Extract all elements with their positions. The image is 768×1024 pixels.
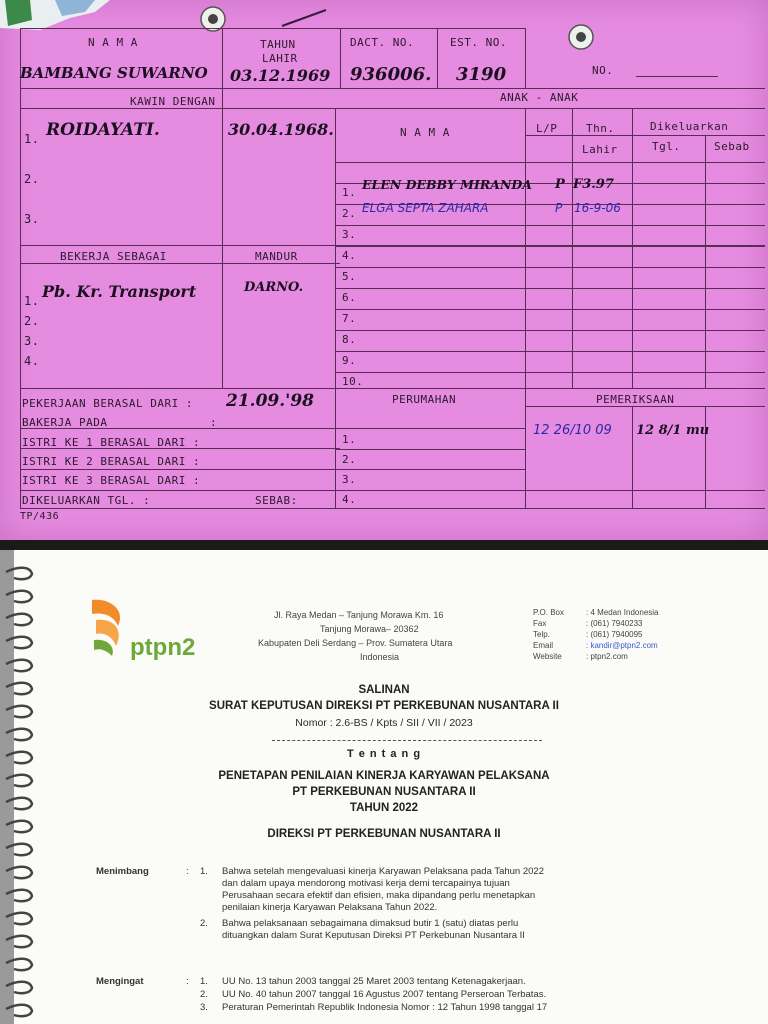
label-thn: Thn.: [586, 122, 615, 135]
contact-label: Fax: [533, 619, 547, 628]
wife-row-number: 2.: [24, 172, 40, 186]
menimbang-label: Menimbang: [96, 866, 149, 877]
child-row-number: 4.: [342, 249, 357, 262]
perumahan-note: 12 26/10 09: [533, 423, 612, 438]
mengingat-label: Mengingat: [96, 976, 144, 987]
grid-line: [222, 245, 223, 388]
child-row-number: 1.: [342, 186, 357, 199]
grid-line: [20, 88, 765, 89]
address-line-4: Indonesia: [360, 652, 400, 662]
grid-line: [525, 135, 765, 136]
grid-line: [632, 108, 633, 388]
label-lahir-child: Lahir: [582, 143, 618, 156]
title-divider: [272, 740, 542, 741]
label-sebab: Sebab: [714, 140, 750, 153]
grid-line: [335, 330, 765, 331]
child-2-sex: P: [555, 201, 563, 215]
tentang-heading: T e n t a n g: [346, 748, 422, 760]
grid-line: [335, 246, 765, 247]
pen-stroke-mark: [280, 6, 330, 30]
child-row-number: 3.: [342, 228, 357, 241]
grid-line: [335, 108, 336, 508]
mengingat-item-text: UU No. 13 tahun 2003 tanggal 25 Maret 2003 tentang Ketenagakerjaan.: [222, 976, 526, 987]
contact-label: P.O. Box: [533, 608, 564, 617]
grid-line: [20, 490, 765, 491]
perumahan-row-number: 1.: [342, 433, 357, 446]
mengingat-item-text: Peraturan Pemerintah Republik Indonesia Nomor : 12 Tahun 1998 tanggal 17: [222, 1002, 548, 1013]
address-line-2: Tanjung Morawa– 20362: [320, 624, 419, 634]
label-bekerja-sebagai: BEKERJA SEBAGAI: [60, 250, 167, 263]
pemeriksaan-note: 12 8/1 mu: [636, 423, 710, 438]
subject-line-3: TAHUN 2022: [349, 802, 419, 814]
mengingat-item-number: 3.: [200, 1002, 208, 1013]
label-istri-3: ISTRI KE 3 BERASAL DARI :: [22, 474, 201, 487]
dact-number: 936006.: [350, 64, 432, 85]
grid-line: [437, 28, 438, 88]
label-lp: L/P: [536, 122, 558, 135]
label-anak-anak: ANAK - ANAK: [500, 91, 579, 104]
job-row-number: 3.: [24, 334, 40, 348]
mengingat-item-text: UU No. 40 tahun 2007 tanggal 16 Agustus 2007 tentang Perseroan Terbatas.: [222, 989, 547, 1000]
contact-value: : (061) 7940233: [586, 619, 643, 628]
job-row-number: 1.: [24, 294, 40, 308]
label-lahir: LAHIR: [262, 52, 298, 65]
grid-line: [20, 263, 340, 264]
child-row-number: 2.: [342, 207, 357, 220]
grid-line: [335, 428, 525, 429]
employee-name: BAMBANG SUWARNO: [20, 64, 208, 82]
menimbang-item-text: dan dalam upaya mendorong motivasi kerja demi tercapainya tujuan: [222, 878, 510, 889]
grid-line: [705, 135, 706, 388]
letter-number: Nomor : 2.6-BS / Kpts / SII / VII / 2023: [295, 717, 473, 729]
contact-value: : kandir@ptpn2.com: [586, 641, 658, 650]
label-istri-2: ISTRI KE 2 BERASAL DARI :: [22, 455, 201, 468]
grid-line: [525, 28, 526, 88]
menimbang-item-number: 2.: [200, 918, 208, 929]
direksi-heading: DIREKSI PT PERKEBUNAN NUSANTARA II: [267, 828, 501, 840]
contact-label: Email: [533, 641, 554, 650]
contact-label: Telp.: [533, 630, 550, 639]
mandur-name: DARNO.: [244, 280, 304, 295]
photo-gap: [0, 540, 768, 550]
wife-row-number: 1.: [24, 132, 40, 146]
address-line-3: Kabupaten Deli Serdang – Prov. Sumatera Utara: [258, 638, 453, 648]
punch-hole-mark: [566, 20, 596, 54]
label-kawin-dengan: KAWIN DENGAN: [130, 95, 216, 108]
perumahan-row-number: 3.: [342, 473, 357, 486]
grid-line: [705, 406, 706, 508]
child-1-name: ELEN DEBBY MIRANDA: [362, 177, 532, 192]
grid-line: [222, 28, 223, 245]
child-1-sex: P: [555, 177, 565, 192]
label-no: NO.: [592, 64, 614, 77]
job-title: Pb. Kr. Transport: [42, 282, 197, 301]
child-row-number: 6.: [342, 291, 357, 304]
grid-line: [335, 309, 765, 310]
subject-line-2: PT PERKEBUNAN NUSANTARA II: [292, 786, 476, 798]
child-row-number: 7.: [342, 312, 357, 325]
child-row-number: 5.: [342, 270, 357, 283]
form-code: TP/436: [20, 511, 60, 522]
grid-line: [525, 108, 526, 508]
ptpn2-logo-icon: [88, 596, 130, 658]
label-sebab-bottom: SEBAB:: [255, 494, 298, 507]
perumahan-row-number: 2.: [342, 453, 357, 466]
menimbang-item-text: penilaian kinerja Karyawan Pelaksana Tahun 2022.: [222, 902, 438, 913]
grid-line: [20, 469, 340, 470]
perumahan-row-number: 4.: [342, 493, 357, 506]
grid-line: [335, 288, 765, 289]
child-2-name: ELGA SEPTA ZAHARA: [362, 201, 489, 215]
decision-letter: [0, 550, 768, 1024]
child-row-number: 8.: [342, 333, 357, 346]
grid-line: [20, 28, 525, 29]
pekerjaan-date: 21.09.'98: [226, 391, 315, 411]
contact-value: : (061) 7940095: [586, 630, 643, 639]
label-pekerjaan-berasal: PEKERJAAN BERASAL DARI :: [22, 397, 193, 410]
grid-line: [335, 469, 525, 470]
wife-name: ROIDAYATI.: [46, 120, 160, 140]
mengingat-colon: :: [186, 976, 189, 987]
label-bakerja-colon: :: [210, 416, 218, 429]
letter-title: SURAT KEPUTUSAN DIREKSI PT PERKEBUNAN NUSANTARA II: [209, 700, 559, 712]
grid-line: [20, 28, 21, 508]
grid-line: [632, 406, 633, 508]
grid-line: [340, 28, 341, 88]
salinan-heading: SALINAN: [358, 684, 410, 696]
no-blank-line: [636, 76, 718, 77]
contact-value: : ptpn2.com: [586, 652, 628, 661]
menimbang-item-number: 1.: [200, 866, 208, 877]
menimbang-colon: :: [186, 866, 189, 877]
wife-row-number: 3.: [24, 212, 40, 226]
employee-birth-date: 03.12.1969: [230, 66, 331, 85]
label-tgl: Tgl.: [652, 140, 681, 153]
label-dikeluarkan: Dikeluarkan: [650, 120, 729, 133]
address-line-1: Jl. Raya Medan – Tanjung Morawa Km. 16: [274, 610, 444, 620]
grid-line: [335, 162, 765, 163]
punch-hole-mark: [198, 2, 228, 36]
job-row-number: 2.: [24, 314, 40, 328]
child-row-number: 9.: [342, 354, 357, 367]
grid-line: [335, 372, 765, 373]
child-1-year: F3.97: [573, 177, 614, 192]
wife-birth-date: 30.04.1968.: [228, 120, 334, 139]
label-mandur: MANDUR: [255, 250, 298, 263]
menimbang-item-text: Bahwa setelah mengevaluasi kinerja Karyawan Pelaksana pada Tahun 2022: [222, 866, 544, 877]
est-number: 3190: [456, 64, 507, 85]
menimbang-item-text: Perusahaan secara efektif dan efisien, maka dipandang perlu menetapkan: [222, 890, 536, 901]
grid-line: [20, 108, 765, 109]
grid-line: [335, 267, 765, 268]
contact-label: Website: [533, 652, 562, 661]
label-est-no: EST. NO.: [450, 36, 507, 49]
contact-value: : 4 Medan Indonesia: [586, 608, 659, 617]
child-row-number: 10.: [342, 375, 364, 388]
grid-line: [572, 108, 573, 388]
label-istri-1: ISTRI KE 1 BERASAL DARI :: [22, 436, 201, 449]
label-dikeluarkan-tgl: DIKELUARKAN TGL. :: [22, 494, 151, 507]
menimbang-item-text: dituangkan dalam Surat Keputusan Direksi PT Perkebunan Nusantara II: [222, 930, 525, 941]
label-pemeriksaan: PEMERIKSAAN: [596, 393, 675, 406]
job-row-number: 4.: [24, 354, 40, 368]
mengingat-item-number: 2.: [200, 989, 208, 1000]
menimbang-item-text: Bahwa pelaksanaan sebagaimana dimaksud butir 1 (satu) diatas perlu: [222, 918, 519, 929]
logo-text: ptpn2: [130, 634, 196, 661]
mengingat-item-number: 1.: [200, 976, 208, 987]
subject-line-1: PENETAPAN PENILAIAN KINERJA KARYAWAN PELAKSANA: [218, 770, 550, 782]
label-tahun: TAHUN: [260, 38, 296, 51]
label-anak-nama: N A M A: [400, 126, 450, 139]
label-nama: N A M A: [88, 36, 138, 49]
label-perumahan: PERUMAHAN: [392, 393, 457, 406]
grid-line: [20, 508, 765, 509]
grid-line: [525, 406, 765, 407]
child-2-year: 16-9-06: [574, 201, 621, 215]
label-dact-no: DACT. NO.: [350, 36, 415, 49]
label-bakerja-pada: BAKERJA PADA: [22, 416, 108, 429]
grid-line: [335, 449, 525, 450]
grid-line: [335, 351, 765, 352]
grid-line: [20, 388, 765, 389]
grid-line: [335, 225, 765, 226]
